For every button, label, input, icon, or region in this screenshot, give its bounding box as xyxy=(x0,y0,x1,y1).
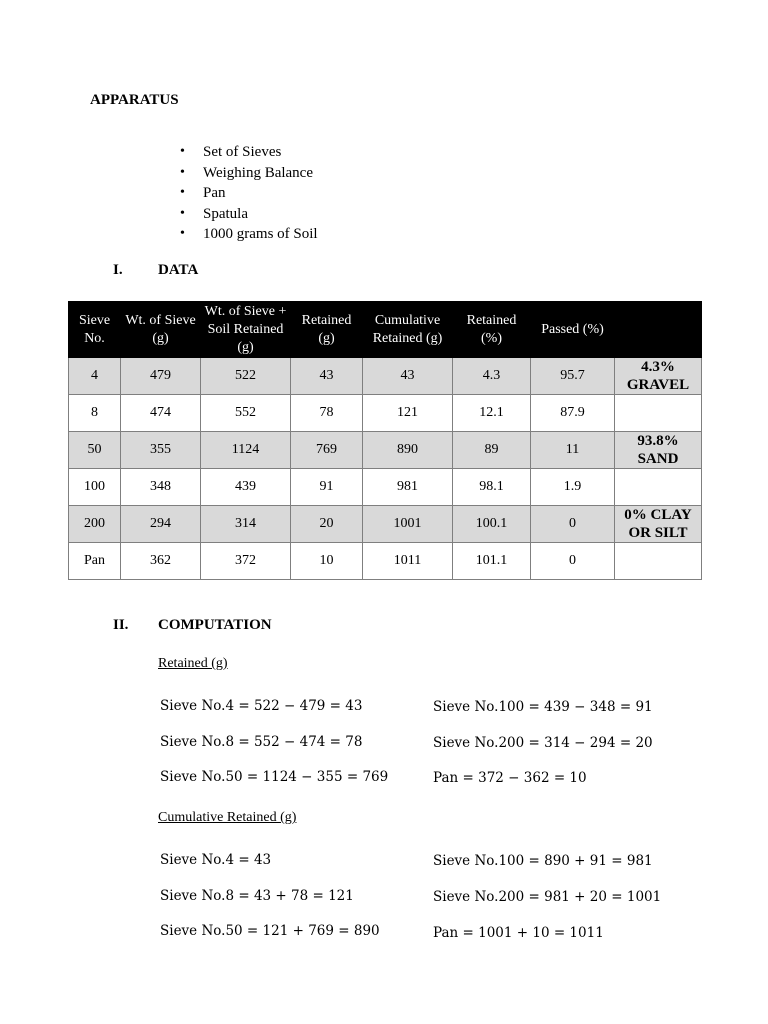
table-cell: 4.3 xyxy=(453,358,531,395)
equation: Sieve No.50 = 1124 − 355 = 769 xyxy=(160,769,389,785)
table-cell: 769 xyxy=(291,432,363,469)
equation: Sieve No.8 = 43 + 78 = 121 xyxy=(160,888,354,904)
column-header: Passed (%) xyxy=(531,302,615,358)
table-cell: 1011 xyxy=(363,543,453,580)
table-row xyxy=(69,506,702,543)
table-cell: 552 xyxy=(201,395,291,432)
list-item: • Weighing Balance xyxy=(178,163,318,184)
table-cell: 78 xyxy=(291,395,363,432)
list-item: • Pan xyxy=(178,183,318,204)
table-row xyxy=(69,469,702,506)
table-cell: 314 xyxy=(201,506,291,543)
table-cell: 10 xyxy=(291,543,363,580)
table-header-row xyxy=(69,302,702,358)
table-cell: 0 xyxy=(531,543,615,580)
table-row xyxy=(69,358,702,395)
table-cell: 100 xyxy=(69,469,121,506)
table-cell-empty xyxy=(615,543,702,580)
bullet-icon: • xyxy=(180,205,185,221)
table-cell: 100.1 xyxy=(453,506,531,543)
bullet-icon: • xyxy=(180,185,185,200)
bullet-icon: • xyxy=(180,164,185,180)
equation: Sieve No.200 = 314 − 294 = 20 xyxy=(433,735,653,751)
table-cell: 1124 xyxy=(201,432,291,469)
table-cell: Pan xyxy=(69,543,121,580)
table-cell: 372 xyxy=(201,543,291,580)
list-item: • 1000 grams of Soil xyxy=(178,224,318,245)
column-header xyxy=(615,302,702,358)
table-cell: 362 xyxy=(121,543,201,580)
section-number: I. xyxy=(113,262,123,278)
table-cell: 101.1 xyxy=(453,543,531,580)
table-cell: 890 xyxy=(363,432,453,469)
table-cell-empty xyxy=(615,469,702,506)
column-header: Wt. of Sieve (g) xyxy=(121,302,201,358)
table-cell: 121 xyxy=(363,395,453,432)
section-number: II. xyxy=(113,617,129,633)
table-cell: 98.1 xyxy=(453,469,531,506)
column-header: Wt. of Sieve + Soil Retained (g) xyxy=(201,302,291,358)
equation: Sieve No.50 = 121 + 769 = 890 xyxy=(160,923,380,939)
table-cell: 474 xyxy=(121,395,201,432)
table-cell: 43 xyxy=(291,358,363,395)
table-row xyxy=(69,543,702,580)
table-cell: 4 xyxy=(69,358,121,395)
bullet-icon: • xyxy=(180,226,185,241)
table-cell: 50 xyxy=(69,432,121,469)
table-cell: 1001 xyxy=(363,506,453,543)
table-cell: 11 xyxy=(531,432,615,469)
table-row xyxy=(69,432,702,469)
table-cell: 95.7 xyxy=(531,358,615,395)
table-cell: 200 xyxy=(69,506,121,543)
table-cell: 355 xyxy=(121,432,201,469)
equation: Pan = 372 − 362 = 10 xyxy=(433,770,587,786)
table-cell: 439 xyxy=(201,469,291,506)
equation: Sieve No.4 = 522 − 479 = 43 xyxy=(160,698,363,714)
equation: Sieve No.8 = 552 − 474 = 78 xyxy=(160,734,363,750)
equation: Pan = 1001 + 10 = 1011 xyxy=(433,925,604,941)
list-item: • Spatula xyxy=(178,204,318,225)
table-cell: 294 xyxy=(121,506,201,543)
table-cell: 87.9 xyxy=(531,395,615,432)
table-row xyxy=(69,395,702,432)
table-cell: 43 xyxy=(363,358,453,395)
table-cell: 348 xyxy=(121,469,201,506)
table-cell-empty xyxy=(615,395,702,432)
column-header: Retained (g) xyxy=(291,302,363,358)
section-title-computation: COMPUTATION xyxy=(158,617,272,633)
apparatus-list xyxy=(178,142,318,245)
section-title-data: DATA xyxy=(158,262,199,278)
table-cell: 479 xyxy=(121,358,201,395)
equation: Sieve No.200 = 981 + 20 = 1001 xyxy=(433,889,662,905)
column-header: Sieve No. xyxy=(69,302,121,358)
equation: Sieve No.100 = 890 + 91 = 981 xyxy=(433,853,653,869)
list-item: • Set of Sieves xyxy=(178,142,318,163)
retained-subheading: Retained (g) xyxy=(158,656,228,671)
sand-note: 93.8% SAND xyxy=(615,432,702,469)
table-cell: 0 xyxy=(531,506,615,543)
equation: Sieve No.4 = 43 xyxy=(160,852,272,868)
apparatus-heading: APPARATUS xyxy=(90,92,179,108)
table-cell: 522 xyxy=(201,358,291,395)
table-cell: 981 xyxy=(363,469,453,506)
column-header: Cumulative Retained (g) xyxy=(363,302,453,358)
table-cell: 8 xyxy=(69,395,121,432)
column-header: Retained (%) xyxy=(453,302,531,358)
table-cell: 91 xyxy=(291,469,363,506)
table-cell: 20 xyxy=(291,506,363,543)
bullet-icon: • xyxy=(180,144,185,159)
cumulative-retained-subheading: Cumulative Retained (g) xyxy=(158,810,297,825)
gravel-note: 4.3% GRAVEL xyxy=(615,358,702,395)
table-cell: 89 xyxy=(453,432,531,469)
equation: Sieve No.100 = 439 − 348 = 91 xyxy=(433,699,653,715)
table-cell: 12.1 xyxy=(453,395,531,432)
table-cell: 1.9 xyxy=(531,469,615,506)
sieve-data-table xyxy=(68,301,702,580)
clay-silt-note: 0% CLAY OR SILT xyxy=(615,506,702,543)
